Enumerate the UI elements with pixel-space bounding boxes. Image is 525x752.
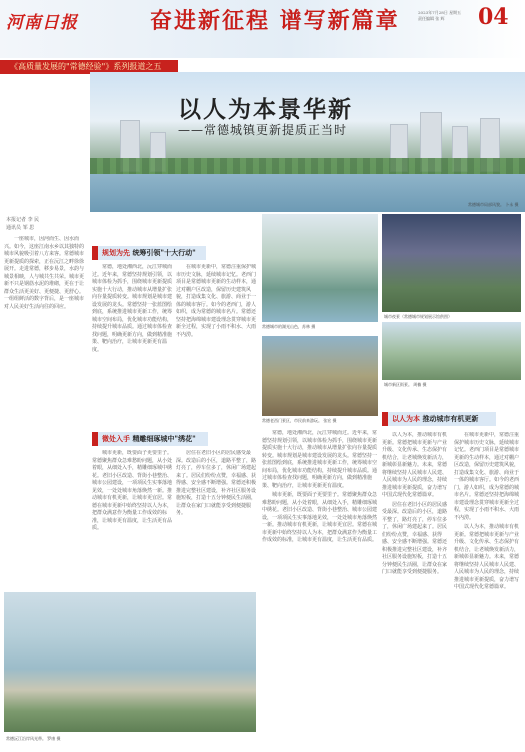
hero-photo-credit: 常德城市局部风貌。 卜永 摄 xyxy=(468,202,519,207)
lake-photo xyxy=(262,214,378,322)
section-tag-micro xyxy=(92,432,208,446)
byline-reporters: 本报记者 李 民 xyxy=(6,217,40,223)
newspaper-logo: 河南日报 xyxy=(6,13,78,33)
old-west-gate-photo xyxy=(262,336,378,416)
old-west-gate-caption: 常德老西门景区，市民前来游玩。 张宏 摄 xyxy=(262,418,337,423)
article-headline: 以人为本景华新 xyxy=(178,96,353,123)
new-district-photo xyxy=(382,322,521,380)
lake-photo-caption: 常德城市的湖光山色，苏林 摄 xyxy=(262,324,316,329)
riverside-photo xyxy=(4,592,256,732)
date-line: 2023年7月28日 星期五 xyxy=(418,10,462,15)
byline xyxy=(6,216,86,232)
new-district-caption: 城市新区街景。 周楠 摄 xyxy=(384,382,427,387)
editor-line: 责任编辑 张 辉 xyxy=(418,16,445,21)
section-tag-planning xyxy=(92,246,206,260)
article-subheadline: ——常德城镇更新提质正当时 xyxy=(178,123,348,137)
riverside-photo-caption: 常德沅江沿岸风光带。 罗康 摄 xyxy=(6,736,61,741)
left-column-paragraph: 一座城市，因河而生、因水而兴。如今，这座江南水乡以其独特的城市风貌吸引着八方来客。常德城市更新提质的探索，正在沅江之畔徐徐展开。走进常德，移步易景，水韵与城景相映，人与城共生共荣。城市更新不只是钢筋水泥的堆砌，更在于让群众生活更美好、更便捷、更舒心。一组组鲜活的数字背后，是一座城市对人民美好生活向往的回应。 xyxy=(4,236,85,310)
column-a-text: 常德，地处湘西北，沅江穿城而过。近年来，常德坚持规划引领，以城市体检为抓手，围绕城市更新提质实施十大行动，推动城市从增量扩张向存量提质转变。城市规划是城市建设发展的龙头。常德坚持一张蓝图绘到底，系统推进城市更新工作，统筹城市空间布局，优化城市功能结构，持续提升城市品质。通过城市体检查找问题，明确更新方向，做到精准施策、靶向治疗，让城市更新更有温度。 xyxy=(92,264,172,353)
section-highlight: 微处入手 精雕细琢城中"绣花" xyxy=(102,434,196,443)
date-info xyxy=(418,10,478,22)
city-night-photo-caption: 城市夜景（常德城市规划展示馆供图） xyxy=(384,314,452,319)
column-d-text: 居住在老旧小区的居民感受最深。改造后的小区，道路平整了，路灯亮了，停车位多了，休闲广场建起来了。居民们纷纷点赞，幸福感、获得感、安全感不断增强。常德还积极推进完整社区建设，补齐社区服务设施短板，打造十五分钟便民生活圈，让群众在家门口就能享受到便捷服务。 xyxy=(176,450,256,516)
section-highlight: 以人为本 推动城市有机更新 xyxy=(392,414,479,423)
byline-correspondents: 通讯员 邹 思 xyxy=(6,225,35,231)
masthead-banner xyxy=(0,0,525,58)
column-mid-text: 常德，地处湘西北，沅江穿城而过。近年来，常德坚持规划引领，以城市体检为抓手，围绕城市更新提质实施十大行动，推动城市从增量扩张向存量提质转变。城市规划是城市建设发展的龙头。常德坚持一张蓝图绘到底，系统推进城市更新工作，统筹城市空间布局，优化城市功能结构，持续提升城市品质。通过城市体检查找问题，明确更新方向，做到精准施策、靶向治疗，让城市更新更有温度。 城市更新，既要面子更要里子。常德聚焦群众急难愁盼问题，从小处着眼，从细处入手，精雕细琢城中绣花。老旧小区改造、背街小巷整治、城市公园建设，一项项民生实事落地见效，一处处城市角落焕然一新。推动城市有机更新，让城市更宜居。常德在城市更新中始终坚持以人为本，把群众满意作为衡量工作成效的标准，让城市更有温度，让生活更有品质。 xyxy=(262,430,378,543)
column-c-text: 城市更新，既要面子更要里子。常德聚焦群众急难愁盼问题，从小处着眼，从细处入手，精雕细琢城中绣花。老旧小区改造、背街小巷整治、城市公园建设，一项项民生实事落地见效，一处处城市角落焕然一新。推动城市有机更新，让城市更宜居。常德在城市更新中始终坚持以人为本，把群众满意作为衡量工作成效的标准，让城市更有温度，让生活更有品质。 xyxy=(92,450,172,531)
city-night-photo xyxy=(382,214,521,312)
section-highlight: 规划为先 统筹引领"十大行动" xyxy=(102,248,196,257)
column-f-text: 在城市更新中，常德注重保护城市历史文脉，延续城市记忆。老西门项目是常德城市更新的生动样本，通过对棚户区改造，保留历史建筑风貌，打造成集文化、旅游、商业于一体的城市客厅。如今的老西门，游人如织，成为常德的城市名片。常德还坚持把海绵城市建设理念贯穿城市更新全过程，实现了小雨不积水、大雨不内涝。 以人为本，推动城市有机更新。常德把城市更新与产业升级、文化传承、生态保护有机结合，让老城焕发新活力，新城彰显新魅力。未来，常德将继续坚持人民城市人民建、人民城市为人民的理念，持续推进城市更新提质，奋力谱写中国式现代化常德篇章。 xyxy=(454,432,520,590)
column-b-text: 在城市更新中，常德注重保护城市历史文脉，延续城市记忆。老西门项目是常德城市更新的生动样本，通过对棚户区改造，保留历史建筑风貌，打造成集文化、旅游、商业于一体的城市客厅。如今的老西门，游人如织，成为常德的城市名片。常德还坚持把海绵城市建设理念贯穿城市更新全过程，实现了小雨不积水、大雨不内涝。 xyxy=(176,264,256,338)
page-number: 04 xyxy=(478,4,509,30)
section-tag-people xyxy=(382,412,496,426)
column-e-text: 以人为本，推动城市有机更新。常德把城市更新与产业升级、文化传承、生态保护有机结合，让老城焕发新活力，新城彰显新魅力。未来，常德将继续坚持人民城市人民建、人民城市为人民的理念，持续推进城市更新提质，奋力谱写中国式现代化常德篇章。 居住在老旧小区的居民感受最深。改造后的小区，道路平整了，路灯亮了，停车位多了，休闲广场建起来了。居民们纷纷点赞，幸福感、获得感、安全感不断增强。常德还积极推进完整社区建设，补齐社区服务设施短板，打造十五分钟便民生活圈，让群众在家门口就能享受到便捷服务。 xyxy=(382,432,448,575)
series-ribbon-text: 《高质量发展的"常德经验"》系列报道之五 xyxy=(10,62,162,71)
masthead-slogan: 奋进新征程 谱写新篇章 xyxy=(150,8,400,34)
